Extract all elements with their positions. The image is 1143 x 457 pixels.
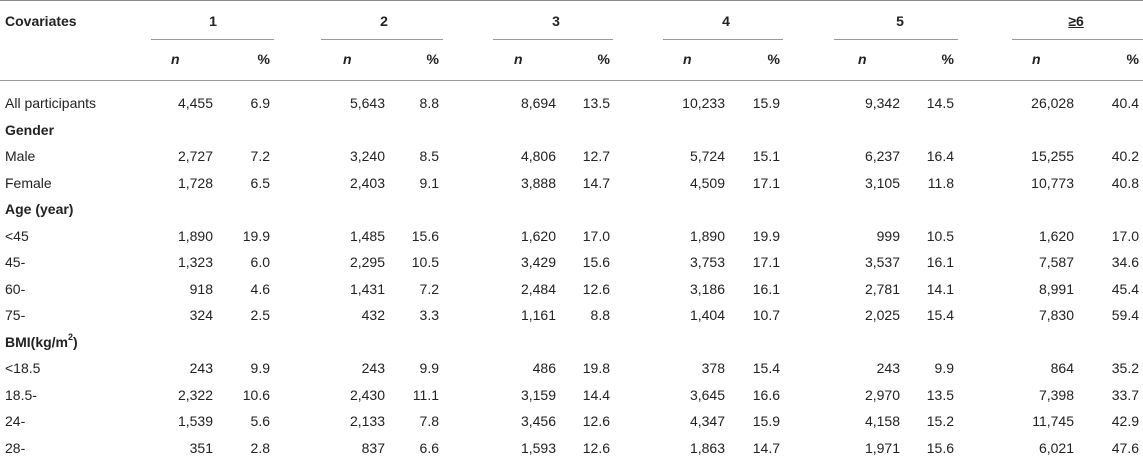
pct-cell: 10.7: [752, 307, 780, 323]
pct-cell: 59.4: [1111, 307, 1139, 323]
pct-cell: 13.5: [926, 387, 954, 403]
n-cell: 7,587: [1038, 254, 1074, 270]
pct-cell: 17.1: [752, 175, 780, 191]
pct-cell: 40.2: [1111, 148, 1139, 164]
row-label: 28-: [5, 440, 26, 456]
pct-cell: 19.9: [242, 228, 270, 244]
n-cell: 11,745: [1032, 413, 1074, 429]
n-cell: 8,694: [520, 95, 556, 111]
n-cell: 10,773: [1031, 175, 1074, 191]
pct-cell: 4.6: [250, 281, 270, 297]
n-cell: 2,025: [864, 307, 900, 323]
n-cell: 1,890: [689, 228, 725, 244]
n-header-3: n: [514, 51, 523, 67]
group-rule-5: [834, 39, 958, 40]
n-cell: 8,991: [1038, 281, 1074, 297]
pct-cell: 9.9: [934, 360, 954, 376]
n-cell: 4,347: [689, 413, 725, 429]
pct-cell: 7.2: [250, 148, 270, 164]
n-cell: 1,323: [177, 254, 213, 270]
pct-cell: 14.5: [926, 95, 954, 111]
pct-cell: 14.4: [582, 387, 610, 403]
pct-header-5: %: [941, 51, 954, 67]
n-cell: 1,620: [1038, 228, 1074, 244]
n-cell: 243: [189, 360, 213, 376]
pct-header-4: %: [767, 51, 780, 67]
pct-cell: 3.3: [419, 307, 439, 323]
pct-cell: 10.6: [242, 387, 270, 403]
n-cell: 4,509: [689, 175, 725, 191]
pct-cell: 12.6: [582, 281, 610, 297]
pct-cell: 16.6: [752, 387, 780, 403]
pct-header-6: %: [1126, 51, 1139, 67]
n-header-5: n: [858, 51, 867, 67]
n-header-2: n: [343, 51, 352, 67]
header-bottom-rule: [0, 80, 1143, 81]
group-header-5: 5: [896, 13, 904, 29]
n-cell: 3,159: [520, 387, 556, 403]
n-cell: 7,398: [1038, 387, 1074, 403]
row-label: 60-: [5, 281, 26, 297]
n-cell: 2,133: [349, 413, 385, 429]
n-header-6: n: [1032, 51, 1041, 67]
n-cell: 1,431: [349, 281, 385, 297]
n-cell: 2,322: [177, 387, 213, 403]
n-header-4: n: [683, 51, 692, 67]
n-cell: 243: [361, 360, 385, 376]
row-label: <45: [5, 228, 29, 244]
group-header-3: 3: [552, 13, 560, 29]
pct-cell: 15.9: [752, 95, 780, 111]
table-top-rule: [0, 0, 1143, 1]
pct-cell: 16.1: [926, 254, 954, 270]
section-header: Gender: [5, 122, 55, 138]
row-label: Female: [5, 175, 52, 191]
pct-cell: 14.1: [926, 281, 954, 297]
n-cell: 5,724: [689, 148, 725, 164]
pct-cell: 2.5: [250, 307, 270, 323]
pct-cell: 15.9: [752, 413, 780, 429]
pct-header-3: %: [597, 51, 610, 67]
row-label: <18.5: [5, 360, 41, 376]
pct-cell: 19.8: [582, 360, 610, 376]
n-cell: 10,233: [682, 95, 725, 111]
n-cell: 5,643: [349, 95, 385, 111]
n-cell: 486: [532, 360, 556, 376]
n-cell: 2,727: [177, 148, 213, 164]
n-cell: 3,753: [689, 254, 725, 270]
n-cell: 378: [701, 360, 725, 376]
n-cell: 4,806: [520, 148, 556, 164]
pct-cell: 15.4: [926, 307, 954, 323]
n-cell: 324: [189, 307, 213, 323]
n-cell: 432: [361, 307, 385, 323]
pct-cell: 34.6: [1111, 254, 1139, 270]
pct-cell: 9.9: [250, 360, 270, 376]
n-cell: 1,539: [177, 413, 213, 429]
pct-cell: 33.7: [1111, 387, 1139, 403]
group-rule-2: [321, 39, 443, 40]
n-cell: 837: [361, 440, 385, 456]
n-cell: 6,237: [864, 148, 900, 164]
row-label: 75-: [5, 307, 26, 323]
n-cell: 2,430: [349, 387, 385, 403]
pct-cell: 11.8: [927, 175, 954, 191]
n-cell: 2,295: [349, 254, 385, 270]
n-cell: 918: [189, 281, 213, 297]
n-cell: 243: [876, 360, 900, 376]
pct-cell: 12.7: [582, 148, 610, 164]
pct-cell: 15.6: [926, 440, 954, 456]
pct-cell: 7.8: [419, 413, 439, 429]
pct-cell: 8.8: [419, 95, 439, 111]
n-cell: 3,186: [689, 281, 725, 297]
pct-cell: 9.1: [419, 175, 439, 191]
n-cell: 3,537: [864, 254, 900, 270]
section-header: Age (year): [5, 201, 74, 217]
pct-cell: 15.2: [926, 413, 954, 429]
covariates-header: Covariates: [5, 13, 77, 29]
pct-cell: 12.6: [582, 413, 610, 429]
pct-cell: 15.4: [752, 360, 780, 376]
n-cell: 1,971: [864, 440, 900, 456]
pct-cell: 11.1: [412, 387, 439, 403]
row-label: 24-: [5, 413, 26, 429]
pct-cell: 14.7: [752, 440, 780, 456]
pct-cell: 35.2: [1111, 360, 1139, 376]
pct-cell: 15.6: [582, 254, 610, 270]
pct-cell: 6.5: [250, 175, 270, 191]
pct-header-1: %: [257, 51, 270, 67]
pct-cell: 8.5: [419, 148, 439, 164]
pct-cell: 10.5: [926, 228, 954, 244]
group-rule-3: [493, 39, 613, 40]
n-header-1: n: [171, 51, 180, 67]
pct-cell: 7.2: [419, 281, 439, 297]
pct-cell: 16.1: [752, 281, 780, 297]
pct-cell: 40.4: [1111, 95, 1139, 111]
pct-cell: 5.6: [250, 413, 270, 429]
pct-cell: 47.6: [1111, 440, 1139, 456]
group-rule-4: [663, 39, 783, 40]
n-cell: 3,645: [689, 387, 725, 403]
pct-cell: 10.5: [411, 254, 439, 270]
n-cell: 9,342: [864, 95, 900, 111]
n-cell: 1,863: [689, 440, 725, 456]
pct-cell: 17.1: [752, 254, 780, 270]
pct-header-2: %: [426, 51, 439, 67]
n-cell: 1,404: [689, 307, 725, 323]
n-cell: 1,161: [520, 307, 556, 323]
n-cell: 6,021: [1038, 440, 1074, 456]
pct-cell: 19.9: [752, 228, 780, 244]
n-cell: 3,240: [349, 148, 385, 164]
n-cell: 1,890: [177, 228, 213, 244]
pct-cell: 2.8: [250, 440, 270, 456]
pct-cell: 8.8: [590, 307, 610, 323]
pct-cell: 6.6: [419, 440, 439, 456]
pct-cell: 13.5: [582, 95, 610, 111]
n-cell: 351: [189, 440, 213, 456]
pct-cell: 15.1: [752, 148, 780, 164]
group-rule-1: [151, 39, 274, 40]
group-header-2: 2: [380, 13, 388, 29]
pct-cell: 40.8: [1111, 175, 1139, 191]
n-cell: 2,484: [520, 281, 556, 297]
n-cell: 2,403: [349, 175, 385, 191]
n-cell: 3,429: [520, 254, 556, 270]
n-cell: 1,593: [520, 440, 556, 456]
pct-cell: 45.4: [1111, 281, 1139, 297]
group-header-6: ≥6: [1068, 13, 1084, 29]
n-cell: 1,485: [349, 228, 385, 244]
section-header: $BMI(kg/m^2)$: [5, 332, 78, 350]
n-cell: 999: [876, 228, 900, 244]
pct-cell: 16.4: [926, 148, 954, 164]
n-cell: 2,970: [864, 387, 900, 403]
n-cell: 1,620: [520, 228, 556, 244]
n-cell: 4,455: [177, 95, 213, 111]
group-header-1: 1: [209, 13, 217, 29]
n-cell: 864: [1050, 360, 1074, 376]
n-cell: 3,105: [864, 175, 900, 191]
pct-cell: 6.0: [250, 254, 270, 270]
n-cell: 26,028: [1031, 95, 1074, 111]
pct-cell: 6.9: [250, 95, 270, 111]
row-label: Male: [5, 148, 36, 164]
n-cell: 15,255: [1031, 148, 1074, 164]
group-header-4: 4: [722, 13, 730, 29]
n-cell: 4,158: [864, 413, 900, 429]
n-cell: 1,728: [177, 175, 213, 191]
row-label: 45-: [5, 254, 26, 270]
pct-cell: 42.9: [1111, 413, 1139, 429]
pct-cell: 14.7: [582, 175, 610, 191]
pct-cell: 17.0: [582, 228, 610, 244]
n-cell: 3,456: [520, 413, 556, 429]
n-cell: 3,888: [520, 175, 556, 191]
group-rule-6: [1012, 39, 1143, 40]
n-cell: 2,781: [864, 281, 900, 297]
pct-cell: 12.6: [582, 440, 610, 456]
pct-cell: 17.0: [1111, 228, 1139, 244]
row-label: All participants: [5, 95, 97, 111]
pct-cell: 15.6: [411, 228, 439, 244]
row-label: 18.5-: [5, 387, 37, 403]
pct-cell: 9.9: [419, 360, 439, 376]
n-cell: 7,830: [1038, 307, 1074, 323]
